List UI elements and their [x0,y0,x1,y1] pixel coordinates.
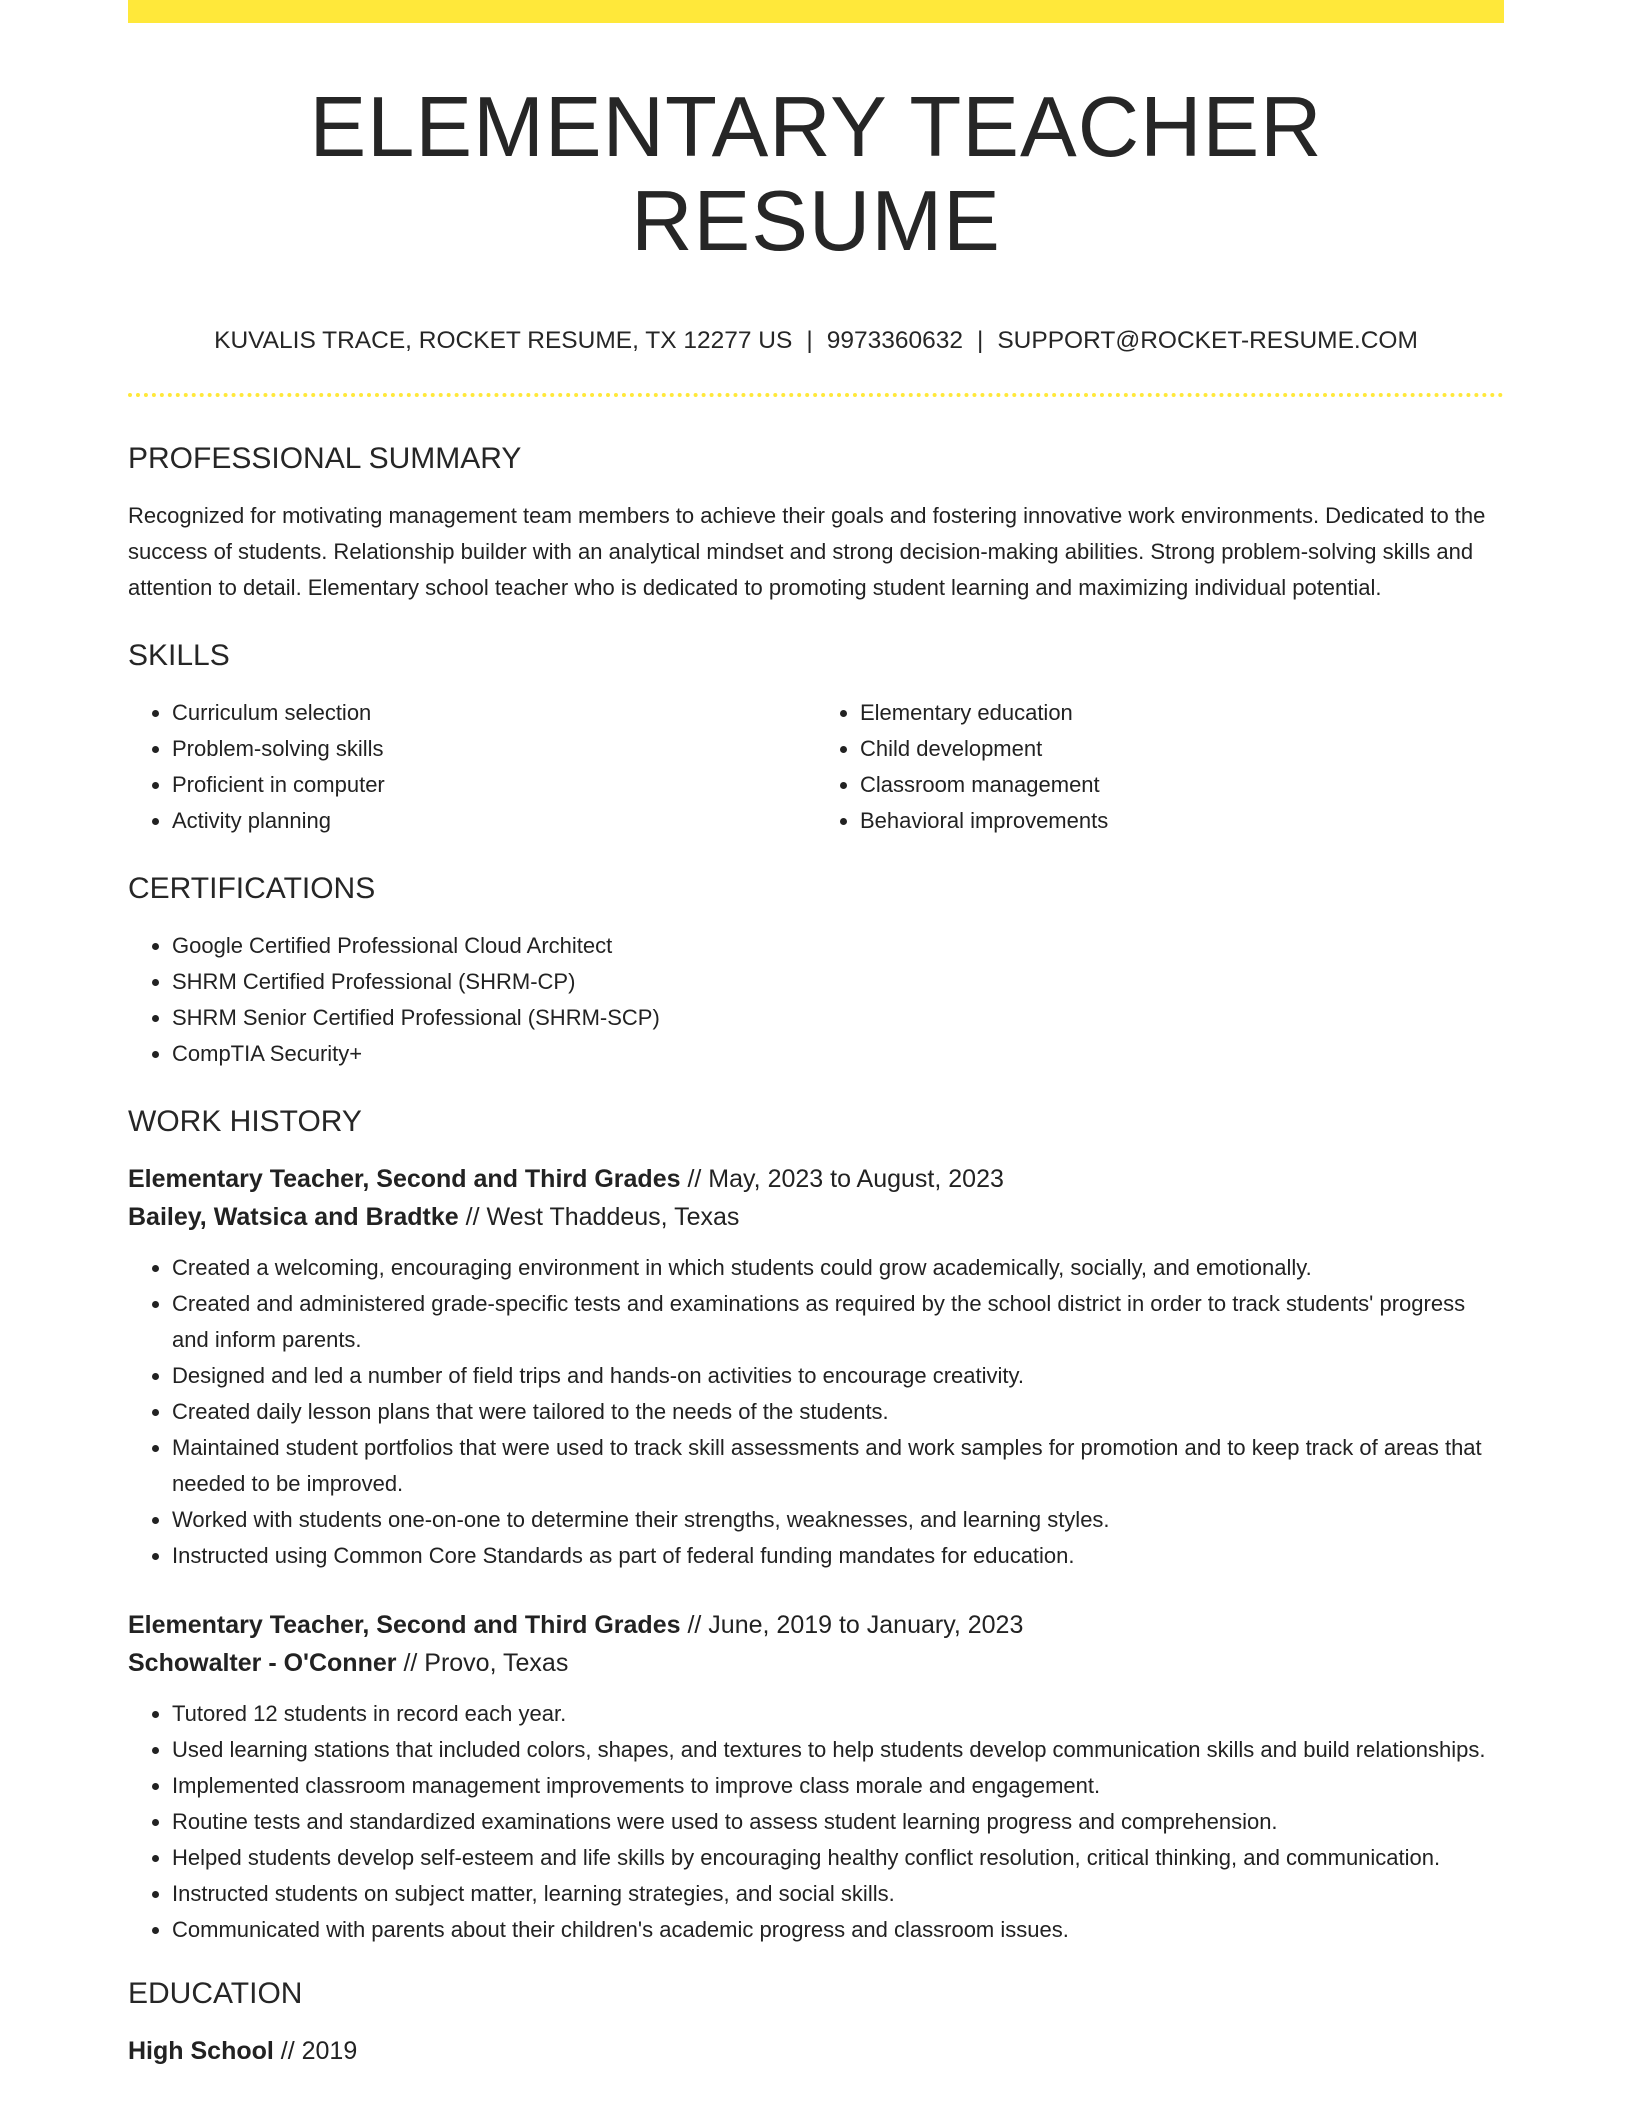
summary-text: Recognized for motivating management team members to achieve their goals and fostering innovative work environments. Dedicated to the success of students. Relationship builder with an analytical mindset and strong decision-making abilities. Strong problem-solving skills and attention to detail. Elementary school teacher who is dedicated to promoting student learning and maximizing individual potential. [128,503,1486,601]
education-heading: EDUCATION [128,1977,303,2011]
skills-heading: SKILLS [128,639,230,673]
skill-item: • Child development [860,731,1504,767]
job-entry [128,1160,1504,1574]
skill-item: • Behavioral improvements [860,803,1504,839]
skills-list-left [128,695,816,839]
job-company-line [128,1198,1504,1236]
job-company-line [128,1644,1504,1682]
job-bullet: • Routine tests and standardized examinations were used to assess student learning progress and comprehension. [172,1804,1504,1840]
certification-item: • Google Certified Professional Cloud Architect [172,928,1504,964]
job-bullet: • Implemented classroom management improvements to improve class morale and engagement. [172,1768,1504,1804]
education-year: // 2019 [280,2037,358,2066]
certifications-list [128,928,1504,1072]
job-title: Elementary Teacher, Second and Third Grades [128,1611,681,1640]
job-bullet: • Used learning stations that included colors, shapes, and textures to help students develop communication skills and build relationships. [172,1732,1504,1768]
skill-item: • Elementary education [860,695,1504,731]
job-bullet: • Helped students develop self-esteem and life skills by encouraging healthy conflict resolution, critical thinking, and communication. [172,1840,1504,1876]
job-title-line [128,1160,1504,1198]
job-bullet: • Created a welcoming, encouraging environment in which students could grow academically, socially, and emotionally. [172,1250,1504,1286]
work-history-heading: WORK HISTORY [128,1105,362,1139]
contact-separator: | [806,327,813,354]
job-bullet: • Maintained student portfolios that were used to track skill assessments and work samples for promotion and to keep track of areas that needed to be improved. [172,1430,1504,1502]
certification-item: • SHRM Certified Professional (SHRM-CP) [172,964,1504,1000]
education-line [128,2032,1504,2070]
certification-item: • CompTIA Security+ [172,1036,1504,1072]
job-title-line [128,1606,1504,1644]
job-bullet: • Communicated with parents about their children's academic progress and classroom issues. [172,1912,1504,1948]
job-title: Elementary Teacher, Second and Third Grades [128,1165,681,1194]
contact-separator: | [976,327,984,354]
job-bullet: • Tutored 12 students in record each year. [172,1696,1504,1732]
job-bullets [128,1250,1504,1574]
job-entry [128,1606,1504,1948]
skill-item: • Curriculum selection [172,695,816,731]
job-location: // West Thaddeus, Texas [465,1203,740,1232]
skill-item: • Activity planning [172,803,816,839]
job-company: Schowalter - O'Conner [128,1649,397,1678]
dotted-divider [128,393,1504,397]
job-bullet: • Designed and led a number of field trips and hands-on activities to encourage creativity. [172,1358,1504,1394]
job-location: // Provo, Texas [403,1649,569,1678]
job-company: Bailey, Watsica and Bradtke [128,1203,459,1232]
certifications-heading: CERTIFICATIONS [128,872,376,906]
contact-line [128,326,1504,355]
job-bullet: • Instructed using Common Core Standards as part of federal funding mandates for education. [172,1538,1504,1574]
contact-email[interactable]: SUPPORT@ROCKET-RESUME.COM [997,327,1418,354]
job-dates: // May, 2023 to August, 2023 [687,1165,1004,1194]
resume-page [128,0,1504,2070]
summary-heading: PROFESSIONAL SUMMARY [128,442,522,476]
skill-item: • Problem-solving skills [172,731,816,767]
job-bullet: • Created and administered grade-specific tests and examinations as required by the school district in order to track students' progress and inform parents. [172,1286,1504,1358]
job-bullets [128,1696,1504,1948]
resume-title: ELEMENTARY TEACHER RESUME [309,80,1323,269]
job-bullet: • Instructed students on subject matter, learning strategies, and social skills. [172,1876,1504,1912]
job-bullet: • Created daily lesson plans that were tailored to the needs of the students. [172,1394,1504,1430]
skills-list-right [816,695,1504,839]
contact-phone: 9973360632 [826,327,963,354]
job-bullet: • Worked with students one-on-one to determine their strengths, weaknesses, and learning styles. [172,1502,1504,1538]
education-school: High School [128,2037,274,2066]
accent-bar [128,0,1504,23]
contact-address: KUVALIS TRACE, ROCKET RESUME, TX 12277 US [214,327,793,354]
certification-item: • SHRM Senior Certified Professional (SHRM-SCP) [172,1000,1504,1036]
skill-item: • Classroom management [860,767,1504,803]
job-dates: // June, 2019 to January, 2023 [687,1611,1024,1640]
skill-item: • Proficient in computer [172,767,816,803]
skills-columns [128,695,1504,839]
